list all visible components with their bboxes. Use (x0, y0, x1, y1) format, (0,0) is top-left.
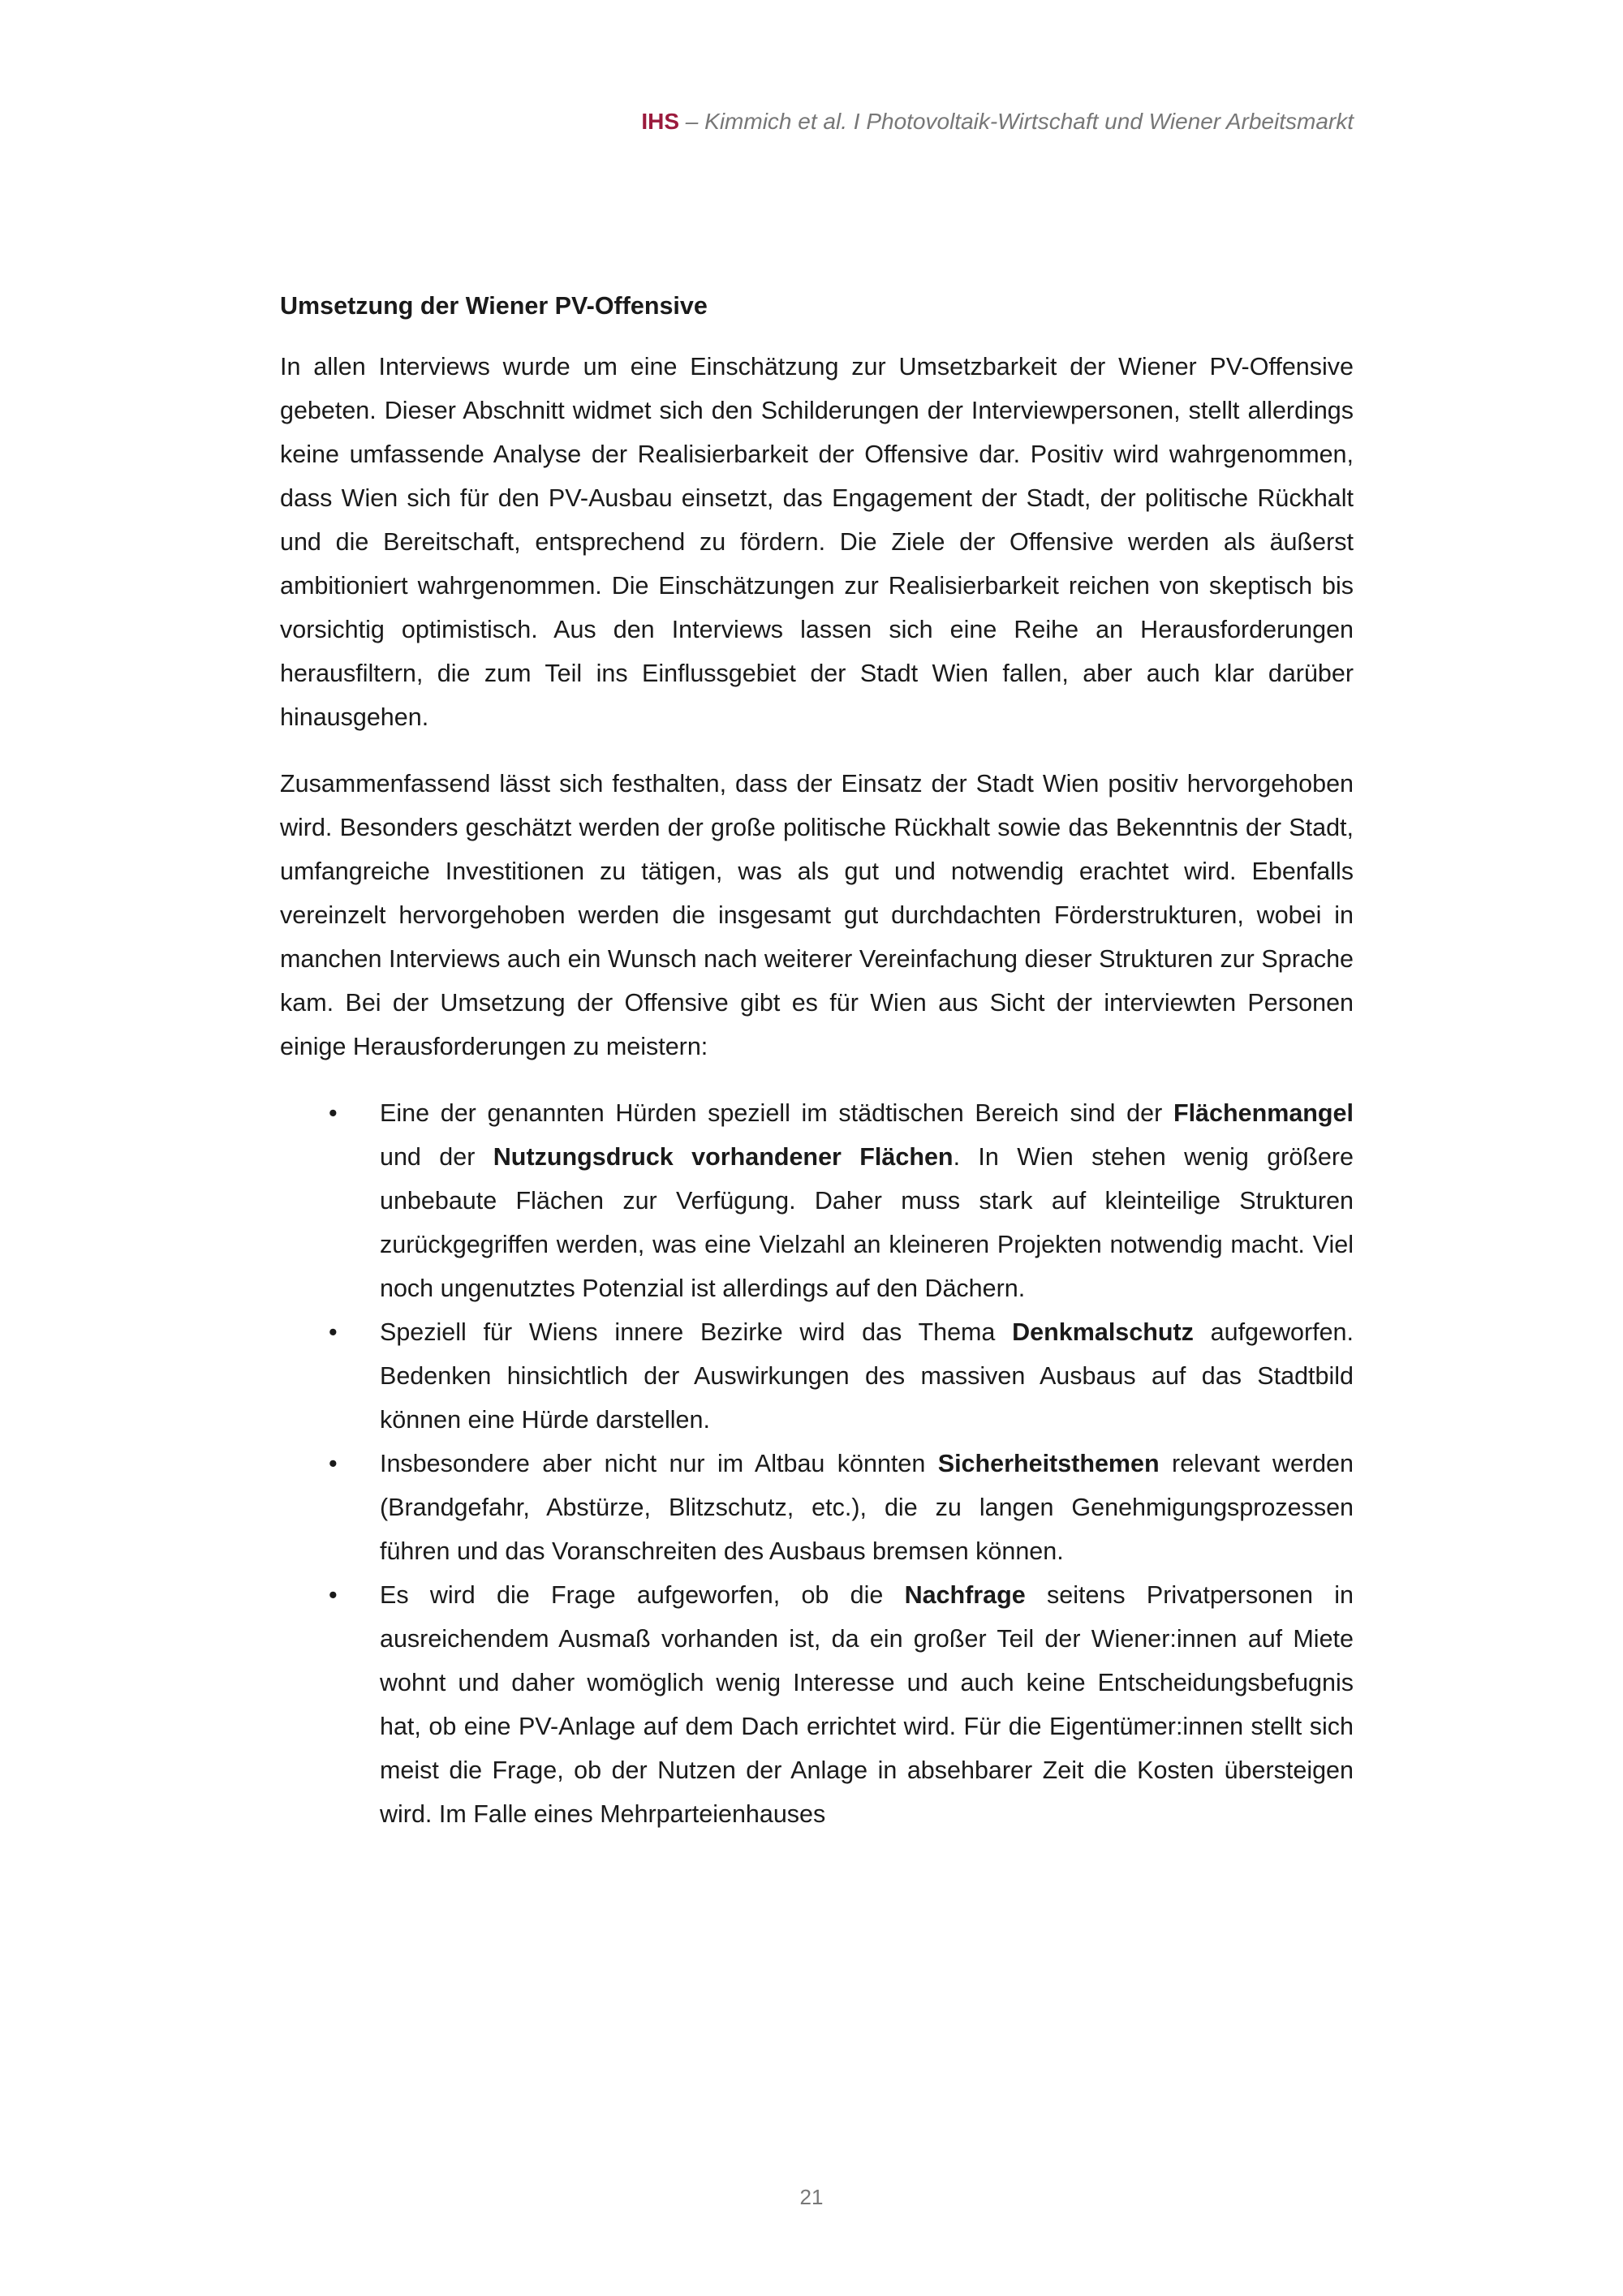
page-number: 21 (799, 2185, 824, 2209)
text: und der (380, 1143, 493, 1171)
bullet-icon: • (329, 1318, 338, 1346)
bold-term: Sicherheitsthemen (937, 1450, 1160, 1477)
list-item (280, 1442, 1354, 1573)
text: seitens Privatpersonen in ausreichendem Ausmaß vorhanden ist, da ein großer Teil der Wiener:innen auf Miete wohnt und daher womöglich wenig Interesse und auch keine Entscheidungsbefugnis hat, ob eine PV-Anlage auf dem Dach errichtet wird. Für die Eigentümer:innen stellt sich meist die Frage, ob der Nutzen der Anlage in absehbarer Zeit die Kosten übersteigen wird. Im Falle eines Mehrparteienhauses (380, 1581, 1354, 1828)
text: Eine der genannten Hürden speziell im städtischen Bereich sind der (380, 1099, 1173, 1127)
text: . In Wien stehen wenig größere unbebaute Flächen zur Verfügung. Daher muss stark auf kleinteilige Strukturen zurückgegriffen werden, was eine Vielzahl an kleineren Projekten notwendig macht. Viel noch ungenutztes Potenzial ist allerdings auf den Dächern. (380, 1143, 1354, 1302)
header-brand: IHS (641, 109, 680, 134)
challenges-list (280, 1091, 1354, 1836)
text: relevant werden (Brandgefahr, Abstürze, Blitzschutz, etc.), die zu langen Genehmigungsprozessen führen und das Voranschreiten des Ausbaus bremsen können. (380, 1450, 1354, 1565)
bold-term: Denkmalschutz (1012, 1318, 1194, 1346)
text: aufgeworfen. Bedenken hinsichtlich der Auswirkungen des massiven Ausbaus auf das Stadtbild können eine Hürde darstellen. (380, 1318, 1354, 1434)
page-content (280, 288, 1354, 1836)
bold-term: Nachfrage (904, 1581, 1026, 1609)
bullet-icon: • (329, 1450, 338, 1477)
running-header (641, 109, 1354, 135)
section-title: Umsetzung der Wiener PV-Offensive (280, 292, 708, 320)
text: Speziell für Wiens innere Bezirke wird das Thema (380, 1318, 1013, 1346)
list-item (280, 1310, 1354, 1442)
text: Insbesondere aber nicht nur im Altbau könnten (380, 1450, 938, 1477)
bullet-icon: • (329, 1099, 338, 1127)
list-item (280, 1573, 1354, 1836)
header-title: – Kimmich et al. I Photovoltaik-Wirtschaft und Wiener Arbeitsmarkt (679, 109, 1354, 134)
bold-term: Flächenmangel (1173, 1099, 1354, 1127)
list-item (280, 1091, 1354, 1310)
bold-term: Nutzungsdruck vorhandener Flächen (493, 1143, 954, 1171)
paragraph: In allen Interviews wurde um eine Einschätzung zur Umsetzbarkeit der Wiener PV-Offensive gebeten. Dieser Abschnitt widmet sich den Schilderungen der Interviewpersonen, stellt allerdings keine umfassende Analyse der Realisierbarkeit der Offensive dar. Positiv wird wahrgenommen, dass Wien sich für den PV-Ausbau einsetzt, das Engagement der Stadt, der politische Rückhalt und die Bereitschaft, entsprechend zu fördern. Die Ziele der Offensive werden als äußerst ambitioniert wahrgenommen. Die Einschätzungen zur Realisierbarkeit reichen von skeptisch bis vorsichtig optimistisch. Aus den Interviews lassen sich eine Reihe an Herausforderungen herausfiltern, die zum Teil ins Einflussgebiet der Stadt Wien fallen, aber auch klar darüber hinausgehen. (280, 353, 1354, 731)
bullet-icon: • (329, 1581, 338, 1609)
text: Es wird die Frage aufgeworfen, ob die (380, 1581, 905, 1609)
paragraph: Zusammenfassend lässt sich festhalten, dass der Einsatz der Stadt Wien positiv hervorgehoben wird. Besonders geschätzt werden der große politische Rückhalt sowie das Bekenntnis der Stadt, umfangreiche Investitionen zu tätigen, was als gut und notwendig erachtet wird. Ebenfalls vereinzelt hervorgehoben werden die insgesamt gut durchdachten Förderstrukturen, wobei in manchen Interviews auch ein Wunsch nach weiterer Vereinfachung dieser Strukturen zur Sprache kam. Bei der Umsetzung der Offensive gibt es für Wien aus Sicht der interviewten Personen einige Herausforderungen zu meistern: (280, 770, 1354, 1060)
